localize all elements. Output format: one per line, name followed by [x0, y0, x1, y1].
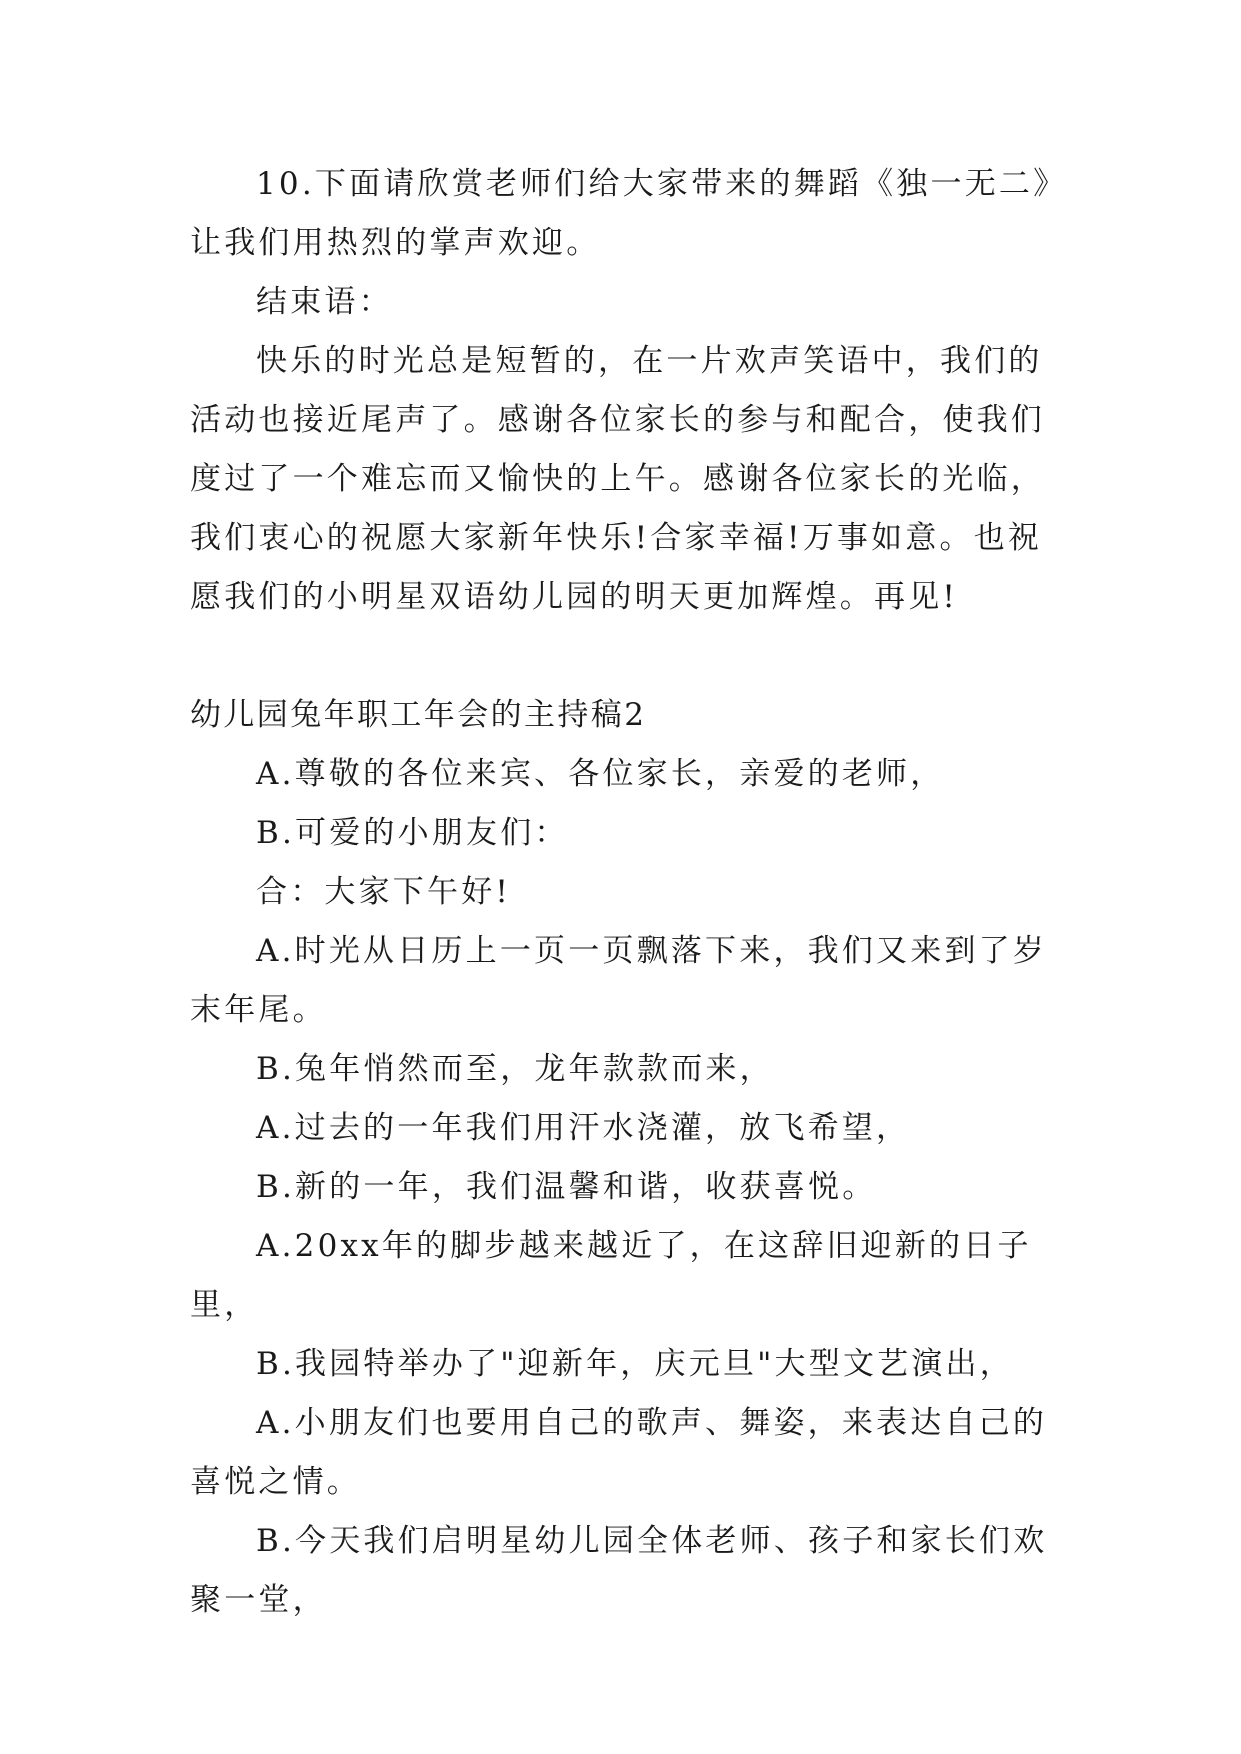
section-title: 幼儿园兔年职工年会的主持稿2 — [190, 697, 647, 733]
script-line: B.今天我们启明星幼儿园全体老师、孩子和家长们欢聚一堂， — [190, 1523, 1048, 1618]
script-line: A.过去的一年我们用汗水浇灌，放飞希望， — [256, 1110, 911, 1146]
section-spacer — [190, 627, 1070, 686]
script-line: A.时光从日历上一页一页飘落下来，我们又来到了岁末年尾。 — [190, 933, 1048, 1028]
script-line: B.新的一年，我们温馨和谐，收获喜悦。 — [256, 1169, 877, 1205]
script-line: B.我园特举办了"迎新年，庆元旦"大型文艺演出， — [256, 1346, 1014, 1382]
script-line: A.尊敬的各位来宾、各位家长，亲爱的老师， — [256, 756, 945, 792]
script-line: A.小朋友们也要用自己的歌声、舞姿，来表达自己的喜悦之情。 — [190, 1405, 1048, 1500]
script-line: B.可爱的小朋友们： — [256, 815, 569, 851]
closing-paragraph: 快乐的时光总是短暂的，在一片欢声笑语中，我们的活动也接近尾声了。感谢各位家长的参与和配合，使我们度过了一个难忘而又愉快的上午。感谢各位家长的光临，我们衷心的祝愿大家新年快乐!合家幸福!万事如意。也祝愿我们的小明星双语幼儿园的明天更加辉煌。再见! — [190, 343, 1045, 615]
closing-label: 结束语： — [256, 284, 393, 320]
script-line: 合：大家下午好! — [256, 874, 512, 910]
paragraph-dance-announcement: 10.下面请欣赏老师们给大家带来的舞蹈《独一无二》让我们用热烈的掌声欢迎。 — [190, 166, 1068, 261]
script-line: A.20xx年的脚步越来越近了，在这辞旧迎新的日子里， — [190, 1228, 1032, 1323]
document-body — [190, 155, 1070, 1630]
script-line: B.兔年悄然而至，龙年款款而来， — [256, 1051, 774, 1087]
